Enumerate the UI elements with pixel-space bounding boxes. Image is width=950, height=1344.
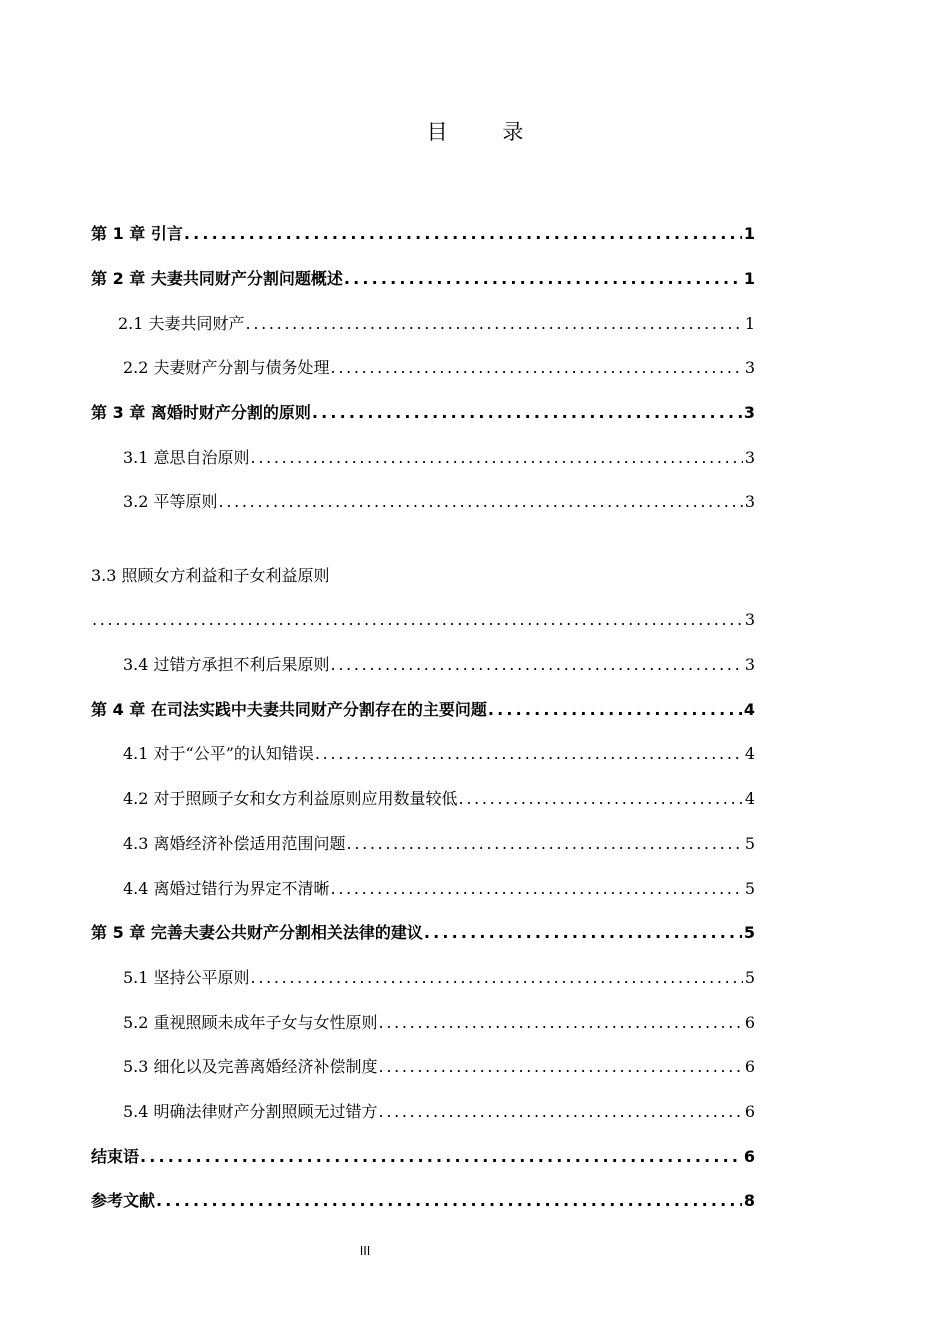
toc-entry-title: 2.1 夫妻共同财产 xyxy=(118,314,245,333)
toc-entry-section-5-2[interactable] xyxy=(123,1011,755,1035)
toc-entry-title: 4.3 离婚经济补偿适用范围问题 xyxy=(123,834,346,853)
dot-leader xyxy=(331,653,743,677)
toc-entry-section-2-2[interactable] xyxy=(123,356,755,380)
toc-entry-chapter-3[interactable] xyxy=(91,401,755,425)
toc-entry-chapter-5[interactable] xyxy=(91,921,755,945)
dot-leader xyxy=(312,401,742,425)
toc-entry-page: 3 xyxy=(744,655,755,674)
toc-entry-title: 4.1 对于“公平”的认知错误 xyxy=(123,744,314,763)
toc-entry-title: 5.3 细化以及完善离婚经济补偿制度 xyxy=(123,1057,378,1076)
dot-leader xyxy=(379,1100,743,1124)
dot-leader xyxy=(459,787,743,811)
page-title: 目 录 xyxy=(426,120,548,144)
toc-entry-section-5-1[interactable] xyxy=(123,966,755,990)
dot-leader xyxy=(92,608,743,632)
toc-entry-page: 6 xyxy=(743,1147,755,1166)
toc-entry-page: 3 xyxy=(744,610,755,629)
toc-entry-section-4-1[interactable] xyxy=(123,742,755,766)
toc-entry-title: 参考文献 xyxy=(91,1191,156,1210)
toc-entry-section-2-1[interactable] xyxy=(118,312,755,336)
dot-leader xyxy=(424,921,742,945)
toc-entry-page: 1 xyxy=(743,269,755,288)
toc-entry-title: 2.2 夫妻财产分割与债务处理 xyxy=(123,358,330,377)
dot-leader xyxy=(379,1055,743,1079)
dot-leader xyxy=(251,446,743,470)
toc-entry-section-5-4[interactable] xyxy=(123,1100,755,1124)
toc-entry-section-3-4[interactable] xyxy=(123,653,755,677)
toc-entry-title: 第 2 章 夫妻共同财产分割问题概述 xyxy=(91,269,343,288)
toc-entry-chapter-1[interactable] xyxy=(91,222,755,246)
dot-leader xyxy=(251,966,743,990)
dot-leader xyxy=(331,356,743,380)
toc-entry-title: 第 1 章 引言 xyxy=(91,224,183,243)
toc-entry-title: 3.2 平等原则 xyxy=(123,492,218,511)
toc-entry-page: 3 xyxy=(744,492,755,511)
toc-entry-title: 结束语 xyxy=(91,1147,140,1166)
dot-leader xyxy=(344,267,742,291)
toc-entry-page: 4 xyxy=(744,789,755,808)
dot-leader xyxy=(184,222,742,246)
dot-leader xyxy=(347,832,743,856)
toc-entry-chapter-2[interactable] xyxy=(91,267,755,291)
toc-entry-section-5-3[interactable] xyxy=(123,1055,755,1079)
toc-entry-section-4-3[interactable] xyxy=(123,832,755,856)
toc-entry-page: 4 xyxy=(744,744,755,763)
toc-entry-title: 3.1 意思自治原则 xyxy=(123,448,250,467)
toc-entry-title: 5.2 重视照顾未成年子女与女性原则 xyxy=(123,1013,378,1032)
toc-entry-section-3-2[interactable] xyxy=(123,490,755,514)
toc-entry-page: 5 xyxy=(744,879,755,898)
toc-entry-page: 8 xyxy=(743,1191,755,1210)
dot-leader xyxy=(156,1189,742,1213)
toc-entry-conclusion[interactable] xyxy=(91,1145,755,1169)
toc-entry-page: 3 xyxy=(744,448,755,467)
toc-entry-page: 6 xyxy=(744,1057,755,1076)
toc-entry-title: 4.2 对于照顾子女和女方利益原则应用数量较低 xyxy=(123,789,458,808)
toc-entry-page: 4 xyxy=(743,700,755,719)
toc-entry-title: 5.4 明确法律财产分割照顾无过错方 xyxy=(123,1102,378,1121)
toc-entry-references[interactable] xyxy=(91,1189,755,1213)
dot-leader xyxy=(315,742,743,766)
toc-entry-title: 第 3 章 离婚时财产分割的原则 xyxy=(91,403,311,422)
toc-entry-page: 5 xyxy=(744,834,755,853)
toc-entry-page: 3 xyxy=(744,358,755,377)
toc-entry-title: 第 5 章 完善夫妻公共财产分割相关法律的建议 xyxy=(91,923,423,942)
toc-entry-title: 3.4 过错方承担不利后果原则 xyxy=(123,655,330,674)
toc-entry-section-3-3-title[interactable]: 3.3 照顾女方利益和子女利益原则 xyxy=(91,566,330,585)
dot-leader xyxy=(331,877,743,901)
toc-entry-page: 6 xyxy=(744,1013,755,1032)
dot-leader xyxy=(379,1011,743,1035)
dot-leader xyxy=(140,1145,742,1169)
toc-entry-section-4-4[interactable] xyxy=(123,877,755,901)
toc-entry-chapter-4[interactable] xyxy=(91,698,755,722)
dot-leader xyxy=(219,490,743,514)
toc-entry-page: 5 xyxy=(744,968,755,987)
page-number: III xyxy=(359,1244,371,1258)
toc-entry-title: 第 4 章 在司法实践中夫妻共同财产分割存在的主要问题 xyxy=(91,700,487,719)
toc-entry-section-4-2[interactable] xyxy=(123,787,755,811)
dot-leader xyxy=(246,312,743,336)
toc-entry-page: 1 xyxy=(743,224,755,243)
toc-entry-title: 5.1 坚持公平原则 xyxy=(123,968,250,987)
toc-entry-title: 4.4 离婚过错行为界定不清晰 xyxy=(123,879,330,898)
toc-entry-page: 5 xyxy=(743,923,755,942)
toc-entry-page: 6 xyxy=(744,1102,755,1121)
toc-entry-section-3-3-leader-line[interactable] xyxy=(91,608,755,632)
dot-leader xyxy=(488,698,742,722)
toc-entry-page: 3 xyxy=(743,403,755,422)
toc-entry-section-3-1[interactable] xyxy=(123,446,755,470)
toc-entry-page: 1 xyxy=(744,314,755,333)
